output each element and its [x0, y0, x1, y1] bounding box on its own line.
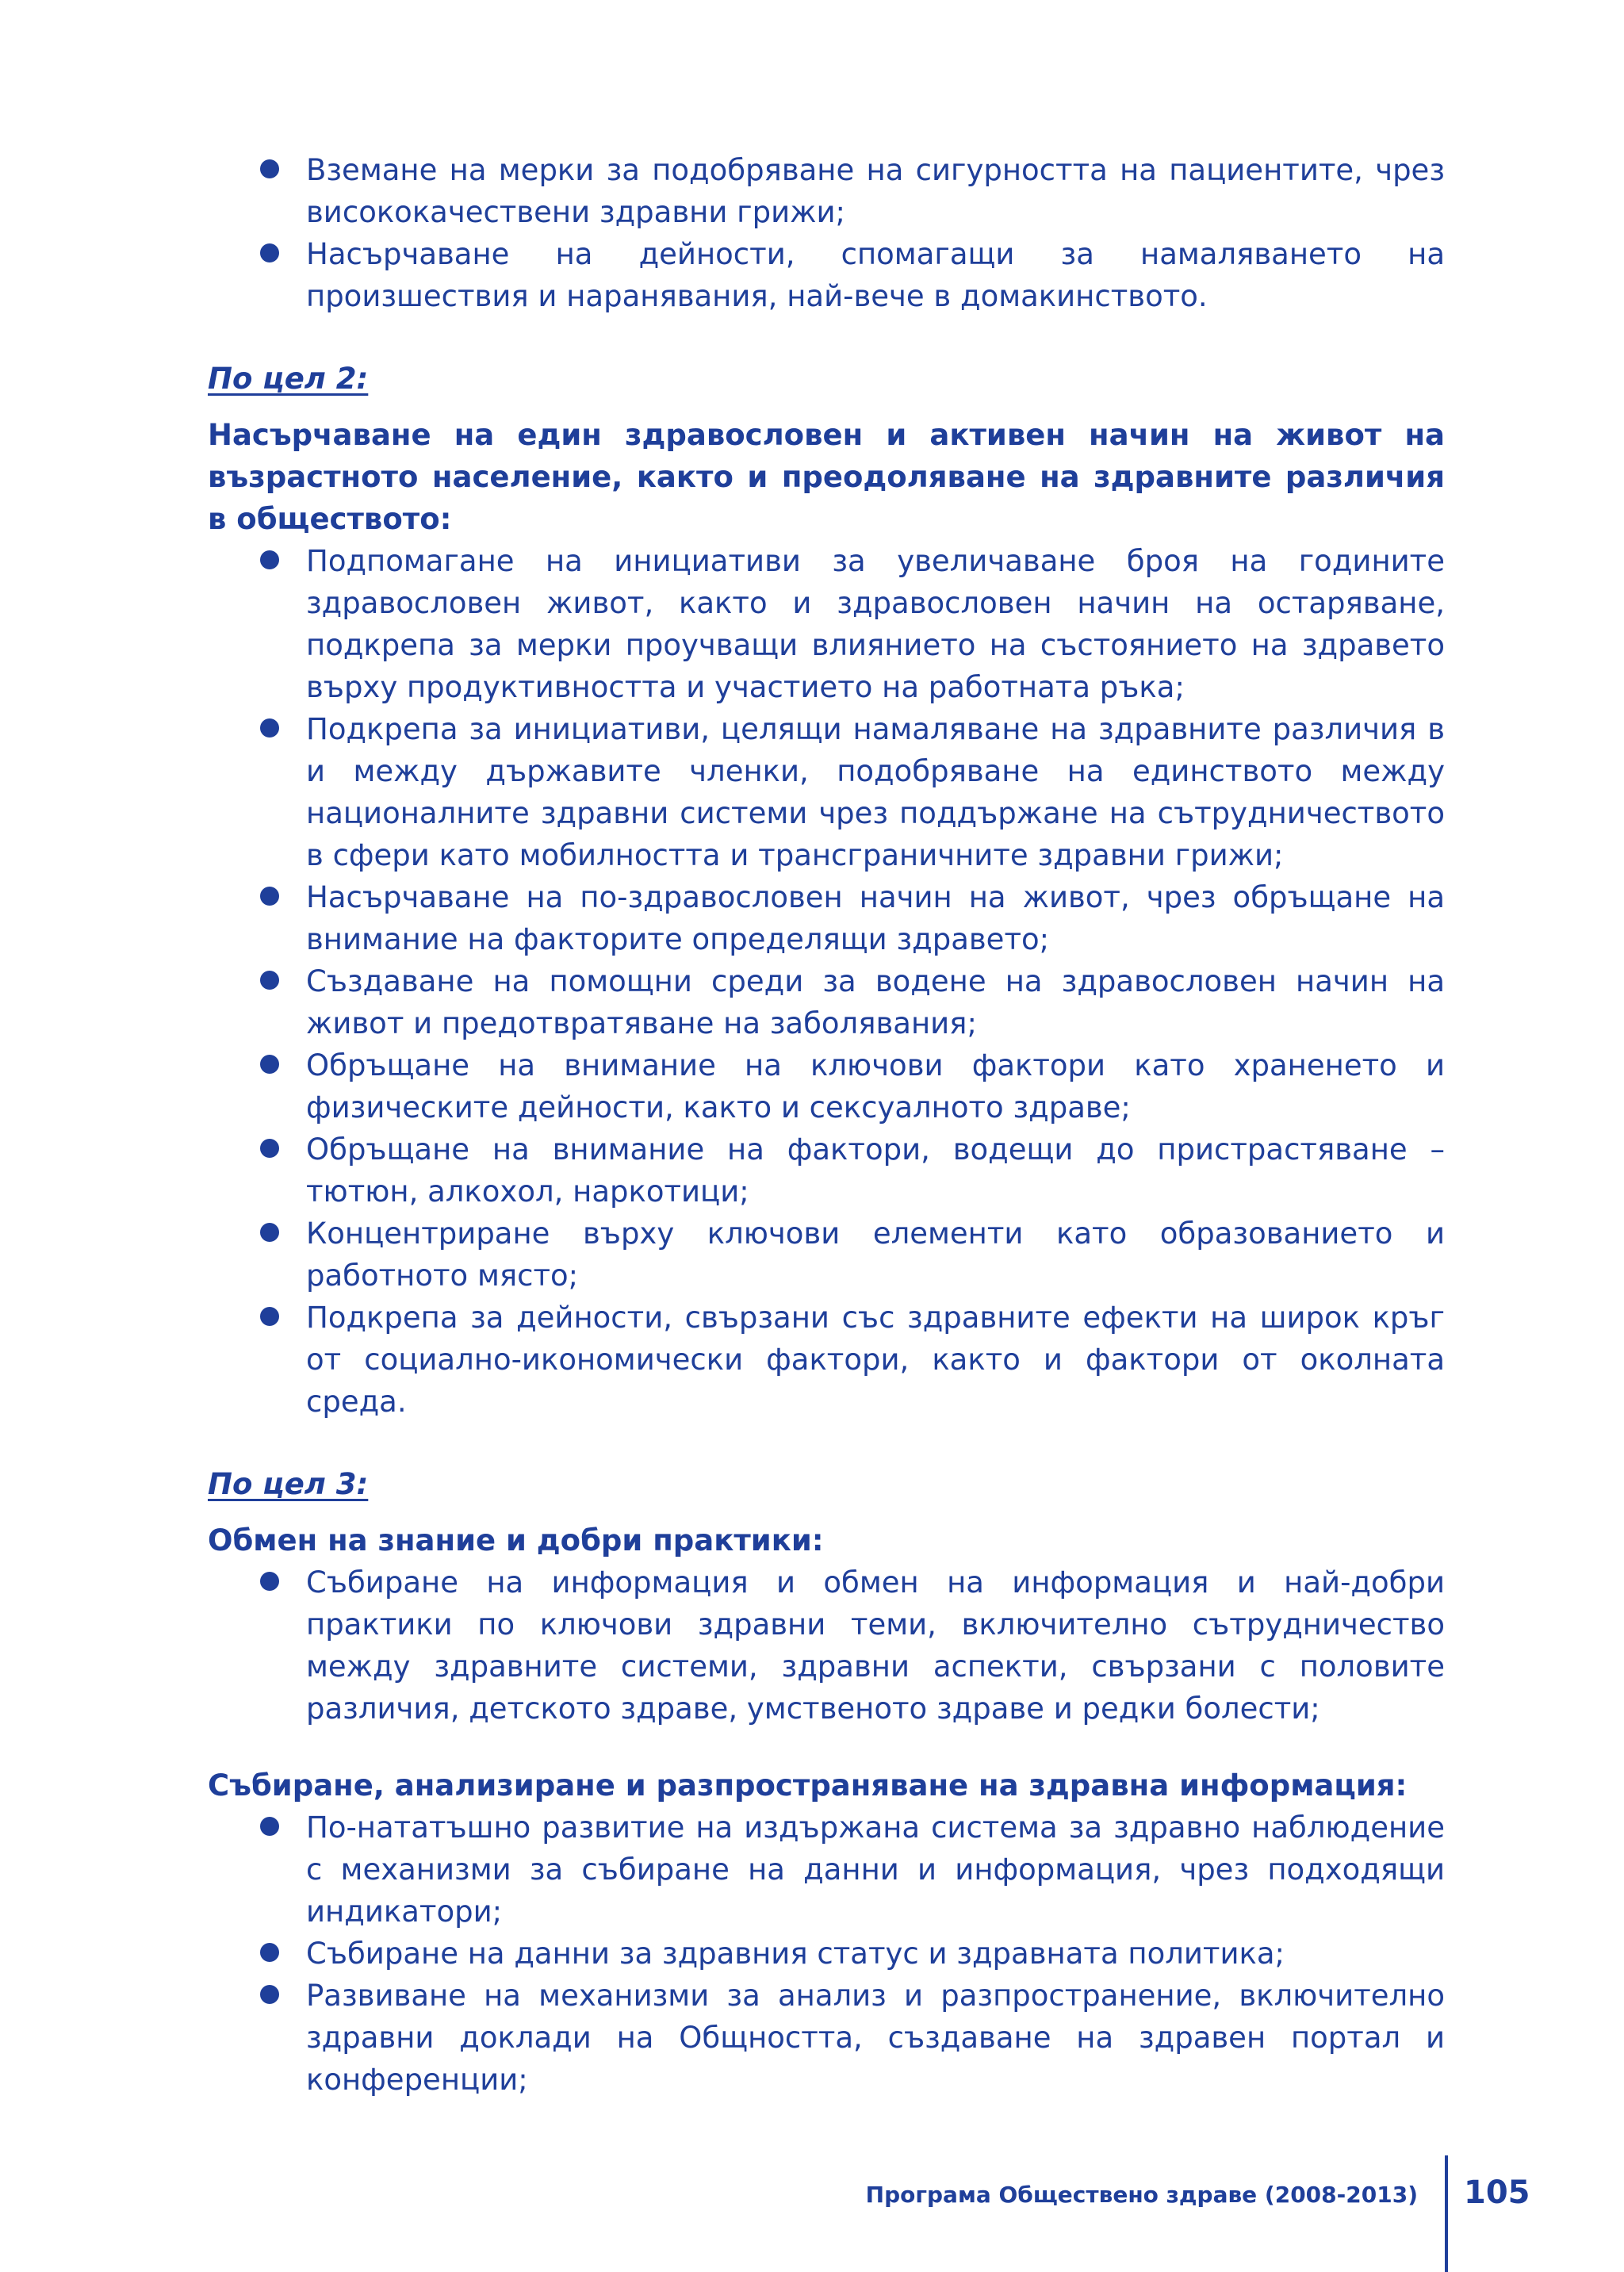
list-item-text: Обръщане на внимание на фактори, водещи до пристрастяване – тютюн, алкохол, наркотици; — [306, 1132, 1445, 1209]
list-item-text: Създаване на помощни среди за водене на здравословен начин на живот и предотвратяване на заболявания; — [306, 964, 1445, 1040]
list-item-text: Обръщане на внимание на ключови фактори като храненето и физическите дейности, както и сексуалното здраве; — [306, 1048, 1445, 1125]
list-item-text: Развиване на механизми за анализ и разпространение, включително здравни доклади на Общността, създаване на здравен портал и конференции; — [306, 1979, 1445, 2097]
bullet-icon — [260, 550, 279, 569]
bullet-icon — [260, 1307, 279, 1326]
list-item-text: Насърчаване на по-здравословен начин на живот, чрез обръщане на внимание на факторите определящи здравето; — [306, 880, 1445, 956]
bullet-icon — [260, 1817, 279, 1836]
list-item — [208, 876, 1445, 960]
footer-divider — [1445, 2155, 1448, 2272]
list-item — [208, 1933, 1445, 1975]
goal-2-subheading: Насърчаване на един здравословен и активен начин на живот на възрастното население, както и преодоляване на здравните различия в обществото: — [208, 418, 1445, 536]
list-item — [208, 1806, 1445, 1933]
list-item-text: Насърчаване на дейности, спомагащи за намаляването на произшествия и наранявания, най-вече в домакинството. — [306, 237, 1445, 313]
page-content — [208, 149, 1445, 2101]
bullet-icon — [260, 1985, 279, 2004]
bullet-icon — [260, 243, 279, 262]
list-item-text: Подкрепа за дейности, свързани със здравните ефекти на широк кръг от социално-икономически фактори, както и фактори от околната среда. — [306, 1301, 1445, 1419]
list-item — [208, 1128, 1445, 1213]
goal-3-subheading-knowledge: Обмен на знание и добри практики: — [208, 1523, 824, 1557]
list-item — [208, 708, 1445, 876]
list-item-text: Събиране на информация и обмен на информация и най-добри практики по ключови здравни теми, включително сътрудничество между здравните системи, здравни аспекти, свързани с половите различия, детското здраве, умственото здраве и редки болести; — [306, 1565, 1445, 1726]
intro-bullet-list — [208, 149, 1445, 317]
goal-3-knowledge-bullet-list — [208, 1561, 1445, 1730]
list-item-text: Концентриране върху ключови елементи като образованието и работното място; — [306, 1216, 1445, 1293]
goal-2-bullet-list — [208, 540, 1445, 1423]
goal-2-heading: По цел 2: — [208, 362, 369, 396]
list-item — [208, 1975, 1445, 2101]
list-item — [208, 233, 1445, 317]
list-item — [208, 1297, 1445, 1423]
bullet-icon — [260, 1055, 279, 1074]
list-item — [208, 1044, 1445, 1128]
goal-3-heading: По цел 3: — [208, 1467, 369, 1501]
list-item-text: Събиране на данни за здравния статус и здравната политика; — [306, 1937, 1285, 1971]
bullet-icon — [260, 718, 279, 738]
page-number: 105 — [1464, 2174, 1530, 2211]
goal-3-information-bullet-list — [208, 1806, 1445, 2101]
bullet-icon — [260, 1223, 279, 1242]
list-item-text: Подпомагане на инициативи за увеличаване броя на годините здравословен живот, както и здравословен начин на остаряване, подкрепа за мерки проучващи влиянието на състоянието на здравето върху продуктивността и участието на работната ръка; — [306, 544, 1445, 704]
list-item-text: Подкрепа за инициативи, целящи намаляване на здравните различия в и между държавите членки, подобряване на единството между националните здравни системи чрез поддържане на сътрудничеството в сфери като мобилността и трансграничните здравни грижи; — [306, 712, 1445, 872]
goal-3-subheading-information: Събиране, анализиране и разпространяване на здравна информация: — [208, 1768, 1408, 1803]
list-item — [208, 1561, 1445, 1730]
bullet-icon — [260, 159, 279, 178]
bullet-icon — [260, 887, 279, 906]
bullet-icon — [260, 971, 279, 990]
bullet-icon — [260, 1943, 279, 1962]
bullet-icon — [260, 1572, 279, 1591]
list-item-text: По-нататъшно развитие на издържана система за здравно наблюдение с механизми за събиране на данни и информация, чрез подходящи индикатори; — [306, 1810, 1445, 1929]
list-item — [208, 149, 1445, 233]
footer-title: Програма Обществено здраве (2008-2013) — [865, 2182, 1418, 2208]
list-item — [208, 960, 1445, 1044]
list-item-text: Вземане на мерки за подобряване на сигурността на пациентите, чрез висококачествени здравни грижи; — [306, 153, 1445, 229]
bullet-icon — [260, 1139, 279, 1158]
list-item — [208, 540, 1445, 708]
list-item — [208, 1213, 1445, 1297]
